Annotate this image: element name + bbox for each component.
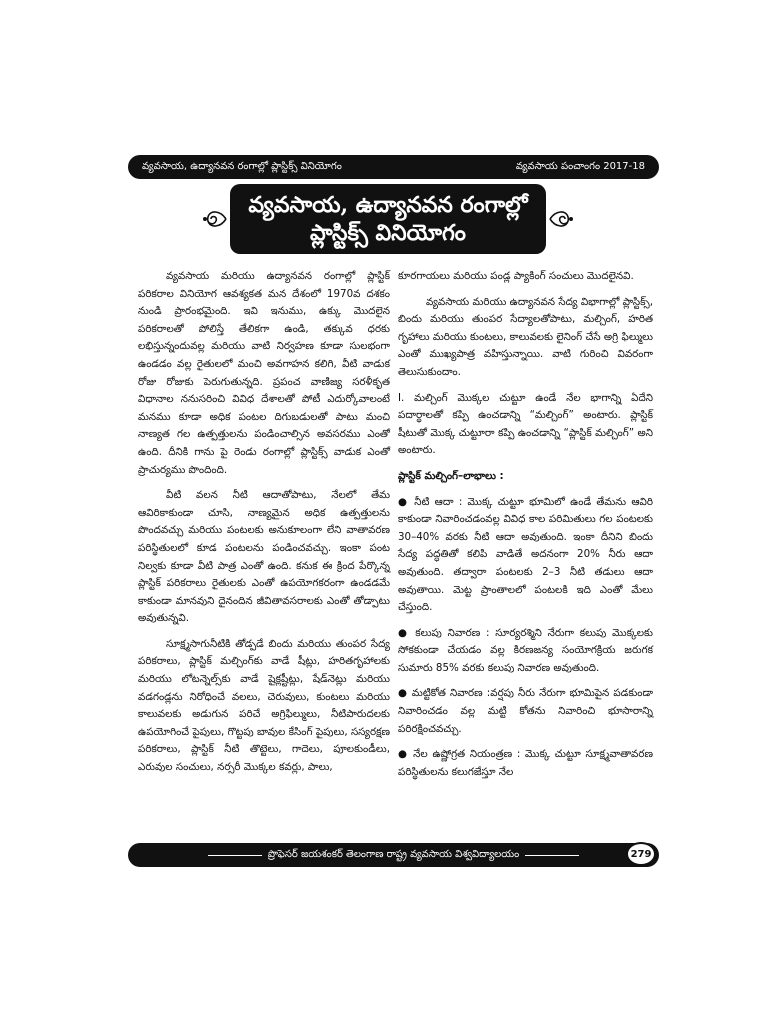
right-ornament-icon	[548, 204, 574, 234]
header-left-title: వ్యవసాయ, ఉద్యానవన రంగాల్లో ప్లాస్టిక్స్ వినియోగం	[142, 161, 342, 172]
running-header	[128, 155, 659, 179]
benefit-item: ● కలుపు నివారణ : సూర్యరశ్మిని నేరుగా కలుపు మొక్కలకు సోకకుండా చేయడం వల్ల కిరణజన్య సంయోగక్రియ జరుగక సుమారు 85% వరకు కలుపు నివారణ అవుతుంది.	[398, 626, 653, 674]
benefit-item: ● నీటి ఆదా : మొక్క చుట్టూ భూమిలో ఉండే తేమను ఆవిరి కాకుండా నివారించడంవల్ల వివిధ కాల పరిమితులు గల పంటలకు 30–40% వరకు నీటి ఆదా అవుతుంది. ఇంకా దీనిని బిందు సేద్య పద్ధతితో కలిపి వాడితే అదనంగా 20% నీరు ఆదా అవుతుంది. తద్వారా పంటలకు 2–3 నీటి తడులు ఆదా అవుతాయి. మెట్ట ప్రాంతాలలో పంటలకి ఇది ఎంతో మేలు చేస్తుంది.	[398, 495, 653, 614]
left-ornament-icon	[202, 204, 228, 234]
running-footer	[128, 843, 659, 867]
paragraph: వీటి వలన నీటి ఆదాతోపాటు, నేలలో తేమ ఆవిరికాకుండా చూసి, నాణ్యమైన అధిక ఉత్పత్తులను పొందవచ్చు మరియు పంటలకు అనుకూలంగా లేని వాతావరణ పరిస్థితులలో కూడ పంటలను పండించవచ్చు. ఇంకా పంట నిల్వకు కూడా వీటి పాత్ర ఎంతో ఉంది. కనుక ఈ క్రింద పేర్కొన్న ప్లాస్టిక్ పరికరాలు రైతులకు ఎంతో ఉపయోగకరంగా ఉండడమే కాకుండా మానవుని దైనందిన జీవితావసరాలకు ఎంతో తోడ్పాటు అవుతున్నవి.	[138, 489, 390, 625]
footer-text: ప్రొఫెసర్ జయశంకర్ తెలంగాణ రాష్ట్ర వ్యవసాయ విశ్వవిద్యాలయం	[267, 849, 520, 860]
footer-rule-left	[208, 855, 262, 856]
benefit-item: ● నేల ఉష్ణోగ్రత నియంత్రణ : మొక్క చుట్టూ సూక్ష్మవాతావరణ పరిస్థితులను కలుగజేస్తూ నేల	[398, 748, 653, 778]
header-right-title: వ్యవసాయ పంచాంగం 2017-18	[515, 161, 645, 172]
paragraph: కూరగాయలు మరియు పండ్ల ప్యాకింగ్ సంచులు మొదలైనవి.	[398, 270, 634, 282]
article-title	[230, 184, 546, 254]
benefits-heading: ప్లాస్టిక్ మల్చింగ్–లాభాలు :	[398, 469, 504, 482]
footer-rule-right	[525, 855, 579, 856]
left-column	[138, 268, 390, 785]
paragraph: సూక్ష్మసాగునీటికి తోడ్పడే బిందు మరియు తుంపర సేద్య పరికరాలు, ప్లాస్టిక్ మల్చింగ్‌కు వాడే షీట్లు, హరితగృహాలకు మరియు లోటన్నెల్స్‌కు వాడే షైక్లష్టీట్లు, షేడ్‌నెట్లు మరియు వడగండ్లను నిరోధించే వలలు, చెరువులు, కుంటలు మరియు కాలువలకు అడుగున పరిచే అగ్రిఫిల్ములు, నీటిపారుదలకు ఉపయోగించే పైపులు, గొట్టపు బావుల కేసింగ్ పైపులు, సస్యరక్షణ పరికరాలు, ప్లాస్టిక్ నీటి తొట్టెలు, గాదెలు, పూలకుండీలు, ఎరువుల సంచులు, నర్సరీ మొక్కల కవర్లు, పాలు,	[138, 637, 390, 774]
section-mulching: I. మల్చింగ్ మొక్కల చుట్టూ ఉండే నేల భాగాన్ని ఏదేని పదార్థాలతో కప్పి ఉంచడాన్ని “మల్చింగ్” అంటారు. ప్లాస్టిక్ షీటుతో మొక్క చుట్టూరా కప్పి ఉంచడాన్ని “ప్లాస్టిక్ మల్చింగ్” అని అంటారు.	[398, 391, 653, 457]
paragraph: వ్యవసాయ మరియు ఉద్యానవన సేద్య విభాగాల్లో ప్లాస్టిక్స్, బిందు మరియు తుంపర సేద్యాలతోపాటు, మల్చింగ్, హరిత గృహాలు మరియు కుంటలు, కాలువలకు లైనింగ్ చేసే అగ్రి ఫిల్ములు ఎంతో ముఖ్యపాత్ర వహిస్తున్నాయి. వాటి గురించి వివరంగా తెలుసుకుందాం.	[398, 295, 653, 378]
benefit-item: ● మట్టికోత నివారణ :వర్షపు నీరు నేరుగా భూమిపైన పడకుండా నివారించడం వల్ల మట్టి కోతను నివారించి భూసారాన్ని పరిరక్షించవచ్చు.	[398, 687, 653, 735]
article-title-block	[202, 184, 574, 256]
paragraph: వ్యవసాయ మరియు ఉద్యానవన రంగాల్లో ప్లాస్టిక్ పరికరాల వినియోగ ఆవశ్యకత మన దేశంలో 1970వ దశకం నుండి ప్రారంభమైంది. ఇవి ఇనుము, ఉక్కు మొదలైన పరికరాలతో పోలిస్తే తేలికగా ఉండి, తక్కువ ధరకు లభిస్తున్నందువల్ల మరియు వాటి నిర్వహణ కూడా సులభంగా ఉండడం వల్ల రైతులలో మంచి అవగాహన కలిగి, వీటి వాడుక రోజు రోజుకు పెరుగుతున్నది. ప్రపంచ వాణిజ్య సరళీకృత విధానాల ననుసరించి వివిధ దేశాలతో పోటీ ఎదుర్కోవాలంటే మనము కూడా అధిక పంటల దిగుబడులతో పాటు మంచి నాణ్యత గల ఉత్పత్తులను పండించాల్సిన అవసరము ఎంతో ఉంది. దీనికి గాను పై రెండు రంగాల్లో ప్లాస్టిక్స్ వాడుక ఎంతో ప్రాచుర్యము పొందింది.	[138, 270, 390, 476]
right-column	[398, 268, 653, 789]
page-number: 279	[626, 842, 656, 866]
title-line-2: ప్లాస్టిక్స్ వినియోగం	[310, 220, 466, 246]
title-line-1: వ్యవసాయ, ఉద్యానవన రంగాల్లో	[248, 192, 528, 218]
